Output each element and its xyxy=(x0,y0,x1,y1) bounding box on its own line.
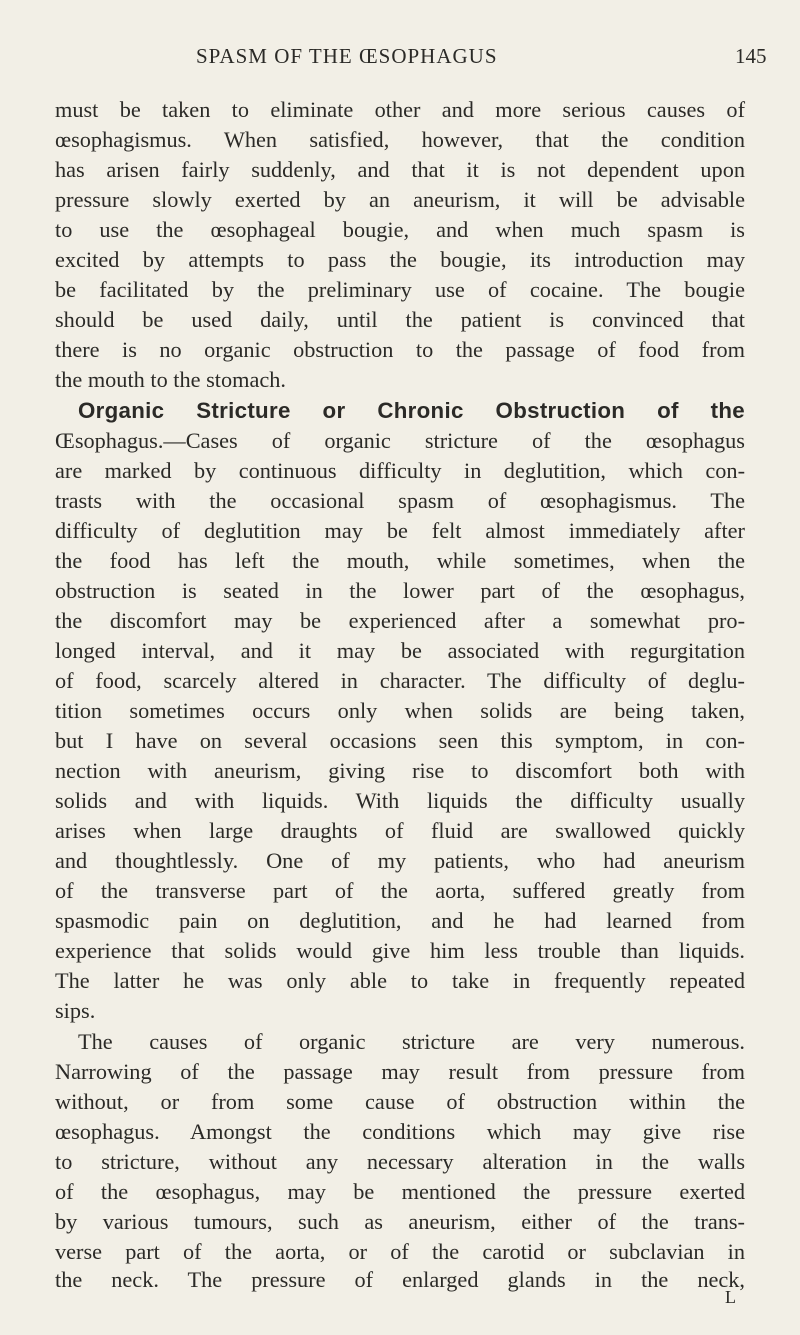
text-line: by various tumours, such as aneurism, either of the trans- xyxy=(55,1209,745,1234)
section-heading: Organic Stricture or Chronic Obstruction of the xyxy=(78,398,745,423)
text-line: excited by attempts to pass the bougie, its introduction may xyxy=(55,247,745,272)
text-line: has arisen fairly suddenly, and that it is not dependent upon xyxy=(55,157,745,182)
text-line: sips. xyxy=(55,998,96,1023)
text-line: the mouth to the stomach. xyxy=(55,367,286,392)
text-line: Œsophagus.—Cases of organic stricture of the œsophagus xyxy=(55,428,745,453)
text-line: arises when large draughts of fluid are swallowed quickly xyxy=(55,818,745,843)
text-line: longed interval, and it may be associated with regurgitation xyxy=(55,638,745,663)
text-line: experience that solids would give him less trouble than liquids. xyxy=(55,938,745,963)
page-number: 145 xyxy=(735,44,767,68)
text-line: should be used daily, until the patient is convinced that xyxy=(55,307,745,332)
text-line: of the transverse part of the aorta, suffered greatly from xyxy=(55,878,745,903)
text-line: be facilitated by the preliminary use of cocaine. The bougie xyxy=(55,277,745,302)
text-line: to use the œsophageal bougie, and when much spasm is xyxy=(55,217,745,242)
text-line: solids and with liquids. With liquids the difficulty usually xyxy=(55,788,745,813)
text-line: spasmodic pain on deglutition, and he had learned from xyxy=(55,908,745,933)
text-line: the discomfort may be experienced after a somewhat pro- xyxy=(55,608,745,633)
text-line: are marked by continuous difficulty in deglutition, which con- xyxy=(55,458,745,483)
text-line: verse part of the aorta, or of the carotid or subclavian in xyxy=(55,1239,745,1264)
text-line: tition sometimes occurs only when solids are being taken, xyxy=(55,698,745,723)
running-head xyxy=(0,44,800,74)
text-line: nection with aneurism, giving rise to discomfort both with xyxy=(55,758,745,783)
text-line: of the œsophagus, may be mentioned the pressure exerted xyxy=(55,1179,745,1204)
text-line: of food, scarcely altered in character. The difficulty of deglu- xyxy=(55,668,745,693)
text-line: difficulty of deglutition may be felt almost immediately after xyxy=(55,518,745,543)
text-line: there is no organic obstruction to the passage of food from xyxy=(55,337,745,362)
text-line: the food has left the mouth, while sometimes, when the xyxy=(55,548,745,573)
text-line: trasts with the occasional spasm of œsophagismus. The xyxy=(55,488,745,513)
text-line: to stricture, without any necessary alteration in the walls xyxy=(55,1149,745,1174)
text-line: Narrowing of the passage may result from pressure from xyxy=(55,1059,745,1084)
text-line: œsophagus. Amongst the conditions which may give rise xyxy=(55,1119,745,1144)
running-title: SPASM OF THE ŒSOPHAGUS xyxy=(196,44,498,68)
text-line: The latter he was only able to take in frequently repeated xyxy=(55,968,745,993)
text-line: the neck. The pressure of enlarged glands in the neck, xyxy=(55,1267,745,1292)
text-line: but I have on several occasions seen this symptom, in con- xyxy=(55,728,745,753)
text-line: without, or from some cause of obstruction within the xyxy=(55,1089,745,1114)
signature-mark: L xyxy=(725,1287,736,1307)
text-line: pressure slowly exerted by an aneurism, it will be advisable xyxy=(55,187,745,212)
text-line: must be taken to eliminate other and more serious causes of xyxy=(55,97,745,122)
text-line: The causes of organic stricture are very numerous. xyxy=(78,1029,745,1054)
text-line: œsophagismus. When satisfied, however, that the condition xyxy=(55,127,745,152)
text-line: and thoughtlessly. One of my patients, who had aneurism xyxy=(55,848,745,873)
text-line: obstruction is seated in the lower part of the œsophagus, xyxy=(55,578,745,603)
